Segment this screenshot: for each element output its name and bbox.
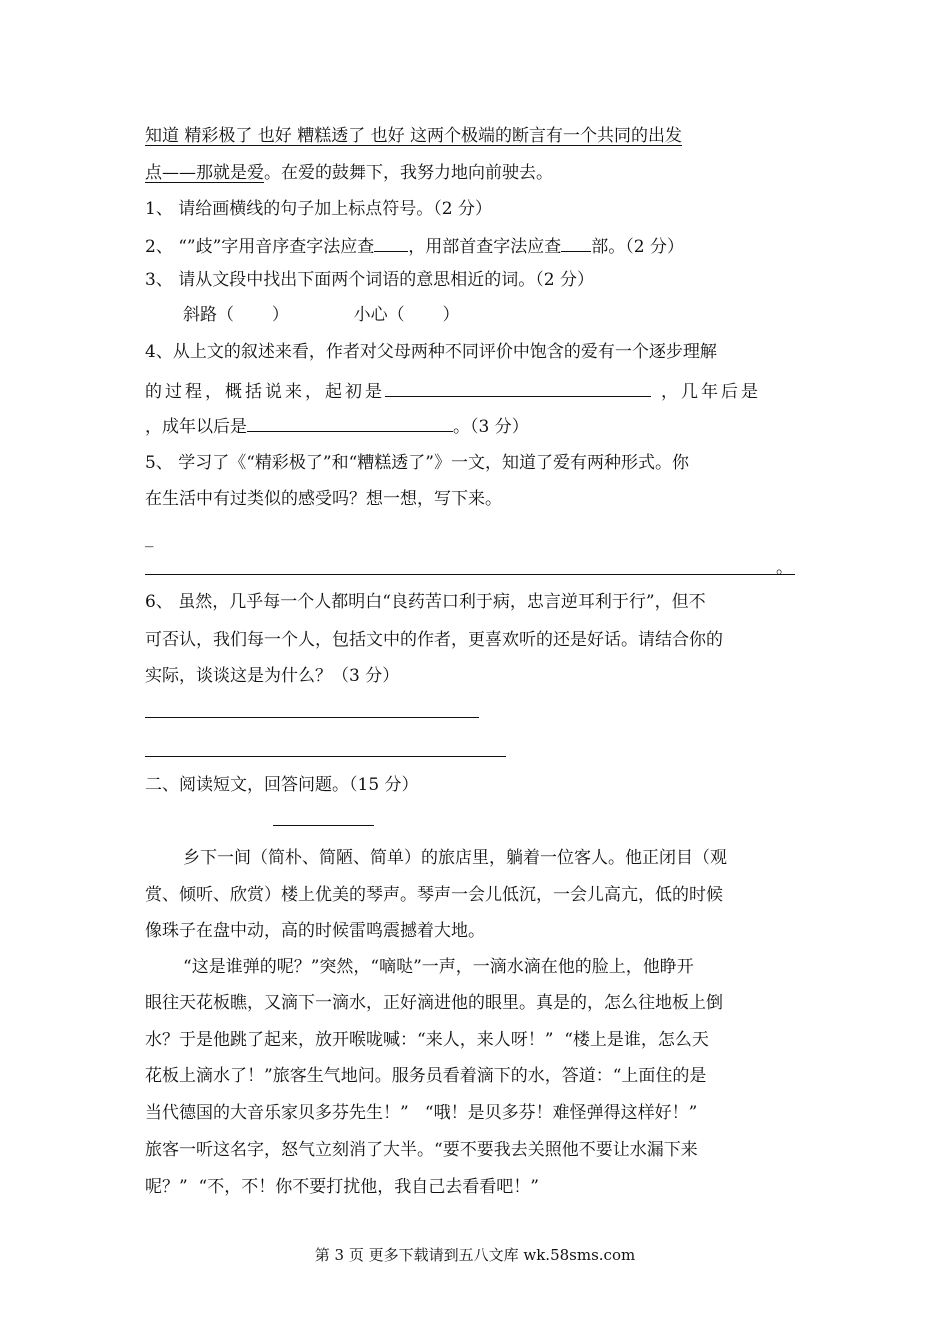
- page-footer: 第 3 页 更多下载请到五八文库 wk.58sms.com: [314, 1246, 636, 1264]
- answer-blank-pinyin[interactable]: [374, 233, 408, 252]
- story-p1-line-3: 像珠子在盘中动，高的时候雷鸣震撼着大地。: [145, 921, 485, 941]
- story-p2-line-2: 眼往天花板瞧，又滴下一滴水，正好滴进他的眼里。真是的，怎么往地板上倒: [145, 993, 723, 1013]
- story-p2-line-1: “这是谁弹的呢？”突然，“嘀哒”一声，一滴水滴在他的脸上，他睁开: [183, 957, 694, 977]
- question-4-line-1: 4、从上文的叙述来看，作者对父母两种不同评价中饱含的爱有一个逐步理解: [145, 342, 717, 362]
- story-p1-line-2: 赏、倾听、欣赏）楼上优美的琴声。琴声一会儿低沉，一会儿高亢，低的时候: [145, 885, 723, 905]
- question-5-line-2: 在生活中有过类似的感受吗？想一想，写下来。: [145, 489, 502, 509]
- answer-line-q6-2[interactable]: [145, 756, 506, 757]
- question-4-line-3: ，成年以后是 。（3 分）: [145, 413, 810, 439]
- answer-blank-adulthood[interactable]: [247, 413, 453, 432]
- question-5-period: 。: [776, 558, 793, 578]
- question-5-dash: _: [145, 528, 154, 548]
- underlined-sentence: 知道 精彩极了 也好 糟糕透了 也好 这两个极端的断言有一个共同的出发: [145, 126, 683, 146]
- answer-blank-radical[interactable]: [561, 233, 591, 252]
- question-6-line-3: 实际，谈谈这是为什么？（3 分）: [145, 666, 400, 686]
- title-blank-line[interactable]: [273, 825, 374, 826]
- question-1: 1、 请给画横线的句子加上标点符号。（2 分）: [145, 199, 492, 219]
- answer-line-q6-1[interactable]: [145, 717, 479, 718]
- story-p2-line-4: 花板上滴水了！”旅客生气地问。服务员看着滴下的水，答道：“上面住的是: [145, 1066, 707, 1086]
- question-4-line-2: 的过程，概括说来，起初是 ，几年后是: [145, 378, 810, 404]
- question-2: 2、 “”歧”字用音序查字法应查 ，用部首查字法应查 部。（2 分）: [145, 233, 810, 259]
- answer-line-q5[interactable]: [145, 574, 795, 575]
- answer-blank-initially[interactable]: [385, 378, 651, 397]
- story-p2-line-7: 呢？” “不，不！你不要打扰他，我自己去看看吧！”: [145, 1177, 539, 1197]
- question-5-line-1: 5、 学习了《“精彩极了”和“糟糕透了”》一文，知道了爱有两种形式。你: [145, 453, 689, 473]
- story-p2-line-6: 旅客一听这名字，怒气立刻消了大半。“要不要我去关照他不要让水漏下来: [145, 1140, 698, 1160]
- story-p2-line-5: 当代德国的大音乐家贝多芬先生！” “哦！是贝多芬！难怪弹得这样好！”: [145, 1103, 698, 1123]
- question-3-words: 斜路（ ） 小心（ ）: [183, 305, 460, 325]
- passage-line-1: [145, 124, 810, 148]
- story-p2-line-3: 水？于是他跳了起来，放开喉咙喊：“来人，来人呀！” “楼上是谁，怎么天: [145, 1030, 709, 1050]
- question-6-line-1: 6、 虽然，几乎每一个人都明白“良药苦口利于病，忠言逆耳利于行”，但不: [145, 592, 706, 612]
- passage-line-2: 点——那就是爱。在爱的鼓舞下，我努力地向前驶去。: [145, 163, 553, 183]
- story-p1-line-1: 乡下一间（简朴、简陋、简单）的旅店里，躺着一位客人。他正闭目（观: [183, 848, 727, 868]
- section-2-heading: 二、阅读短文，回答问题。（15 分）: [145, 775, 419, 795]
- question-3: 3、 请从文段中找出下面两个词语的意思相近的词。（2 分）: [145, 270, 594, 290]
- question-6-line-2: 可否认，我们每一个人，包括文中的作者，更喜欢听的还是好话。请结合你的: [145, 630, 723, 650]
- underlined-sentence-end: 点——那就是爱: [145, 163, 264, 183]
